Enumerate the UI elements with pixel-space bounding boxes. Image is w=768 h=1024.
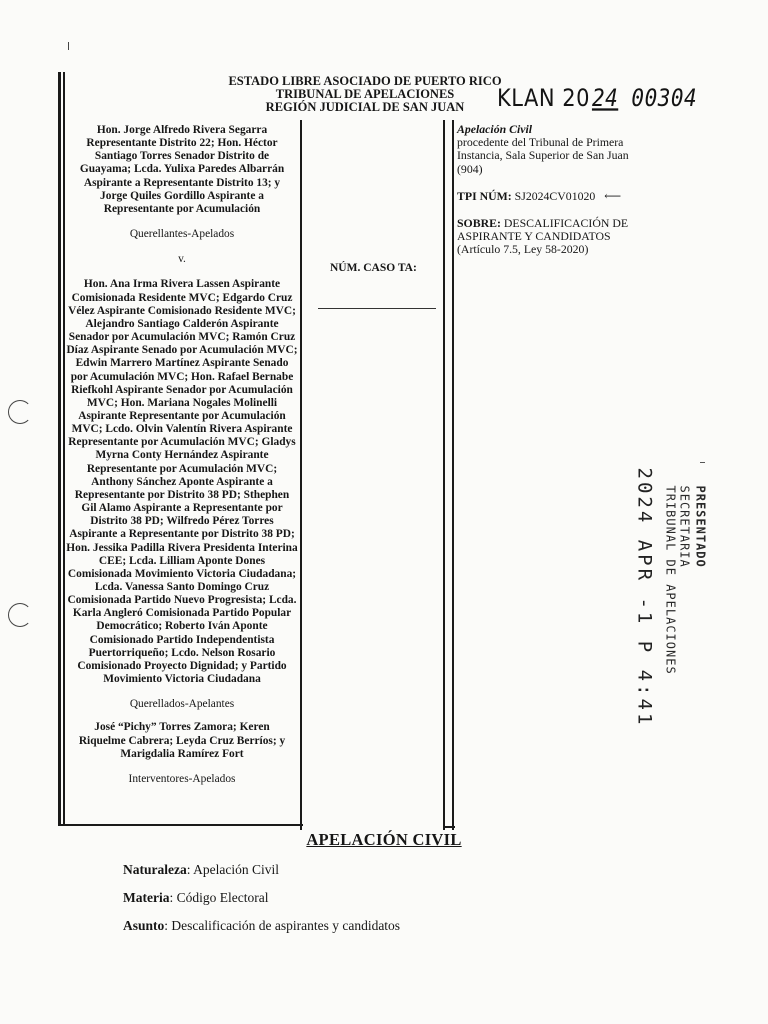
field-asunto-value: Descalificación de aspirantes y candidatos [171,918,401,933]
case-ta-blank-line [318,308,436,309]
field-materia-label: Materia [123,890,170,905]
punch-hole-bottom [8,603,32,627]
caption-bottom-line-right [443,826,455,828]
case-ta-label: NÚM. CASO TA: [330,262,417,274]
header-line-1: ESTADO LIBRE ASOCIADO DE PUERTO RICO [228,74,502,88]
field-naturaleza: Naturaleza: Apelación Civil [123,862,279,877]
left-border-line [58,72,61,824]
defendants-names: Hon. Ana Irma Rivera Lassen Aspirante Comisionada Residente MVC; Edgardo Cruz Vélez Aspirante Comisionado Residente MVC; Alejandro Santiago Calderón Aspirante Senador por Acumulación MVC; Ramón Cruz Díaz Aspirante Senado por Acumulación MVC; Edwin Marrero Martínez Aspirante Senado por Acumulación MVC; Hon. Rafael Bernabe Riefkohl Aspirante Senador por Acumulación MVC; Hon. Mariana Nogales Molinelli Aspirante Representante por Acumulación MVC; Lcdo. Olvin Valentín Rivera Aspirante Representante por Acumulación MVC; Gladys Myrna Conty Hernández Aspirante Representante por Acumulación MVC; Anthony Sánchez Aponte Aspirante a Representante por Distrito 38 PD; Sthephen Gil Alamo Aspirante a Representante por Distrito 38 PD; Wilfredo Pérez Torres Aspirante a Representante por Distrito 38 PD; Hon. Jessika Padilla Rivera Presidenta Interina CEE; Lcda. Lilliam Aponte Dones Comisionada Movimiento Victoria Ciudadana; Lcda. Vanessa Santo Domingo Cruz Comisionada Partido Nuevo Progresista; Lcda. Karla Angleró Comisionada Partido Popular Democrático; Roberto Iván Aponte Comisionado Partido Independentista Puertorriqueño; Lcdo. Nelson Rosario Comisionado Proyecto Dignidad; y Partido Movimiento Victoria Ciudadana [66,278,298,686]
tpi-label: TPI NÚM: [457,188,512,203]
subject [457,217,647,257]
plaintiffs-role: Querellantes-Apelados [129,228,235,241]
plaintiffs-names: Hon. Jorge Alfredo Rivera Segarra Representante Distrito 22; Hon. Héctor Santiago Torres Senador Distrito de Guayama; Lcda. Yulixa Paredes Albarrán Aspirante a Representante Distrito 13; y Jorge Quiles Gordillo Aspirante a Representante por Acumulación [79,124,285,215]
right-border-line [452,120,454,830]
field-materia-value: Código Electoral [176,890,269,905]
field-asunto: Asunto: Descalificación de aspirantes y candidatos [123,918,401,933]
arrow-left-icon: ⟵ [604,188,622,203]
document-title: APELACIÓN CIVIL [306,830,462,849]
stamp-datetime: 2024 APR -1 P 4:41 [633,467,656,728]
stamp-line-3: TRIBUNAL DE APELACIONES [663,485,678,675]
middle-right-border-line [443,120,445,830]
case-number-sequence: 00304 [631,84,698,112]
field-asunto-label: Asunto [123,918,165,933]
appeal-type: Apelación Civil [457,122,533,136]
stamp-line-1: PRESENTADO [693,485,708,568]
defendants-role: Querellados-Apelantes [129,698,235,711]
tpi-value: SJ2024CV01020 [514,188,596,203]
subject-label: SOBRE: [457,216,501,231]
header-line-2: TRIBUNAL DE APELACIONES [275,87,455,101]
left-border-line-inner [63,72,65,824]
case-number [497,84,697,112]
intervenors-names: José “Pichy” Torres Zamora; Keren Riquelme Cabrera; Leyda Cruz Berríos; y Marigdalia Ramírez Fort [78,721,286,760]
appeal-info-block [457,123,647,257]
subject-value: DESCALIFICACIÓN DE ASPIRANTE Y CANDIDATOS (Artículo 7.5, Ley 58-2020) [457,216,629,257]
plaintiffs-block [66,124,298,786]
field-naturaleza-label: Naturaleza [123,862,187,877]
versus-label: v. [178,253,186,266]
field-materia: Materia: Código Electoral [123,890,269,905]
middle-left-border-line [300,120,302,830]
case-number-year: 24 [591,84,619,112]
case-number-prefix: KLAN 20 [497,84,590,112]
stamp-line-2: SECRETARIA [677,485,692,568]
intervenors-role: Interventores-Apelados [128,772,236,785]
header-line-3: REGIÓN JUDICIAL DE SAN JUAN [265,100,465,114]
caption-bottom-line [58,824,303,826]
field-naturaleza-value: Apelación Civil [193,862,279,877]
filing-stamp [548,467,708,728]
appeal-origin: procedente del Tribunal de Primera Instancia, Sala Superior de San Juan (904) [457,135,629,176]
scan-mark [68,42,69,50]
scan-mark-right [700,462,705,463]
tpi-number [457,190,647,203]
punch-hole-top [8,400,32,424]
